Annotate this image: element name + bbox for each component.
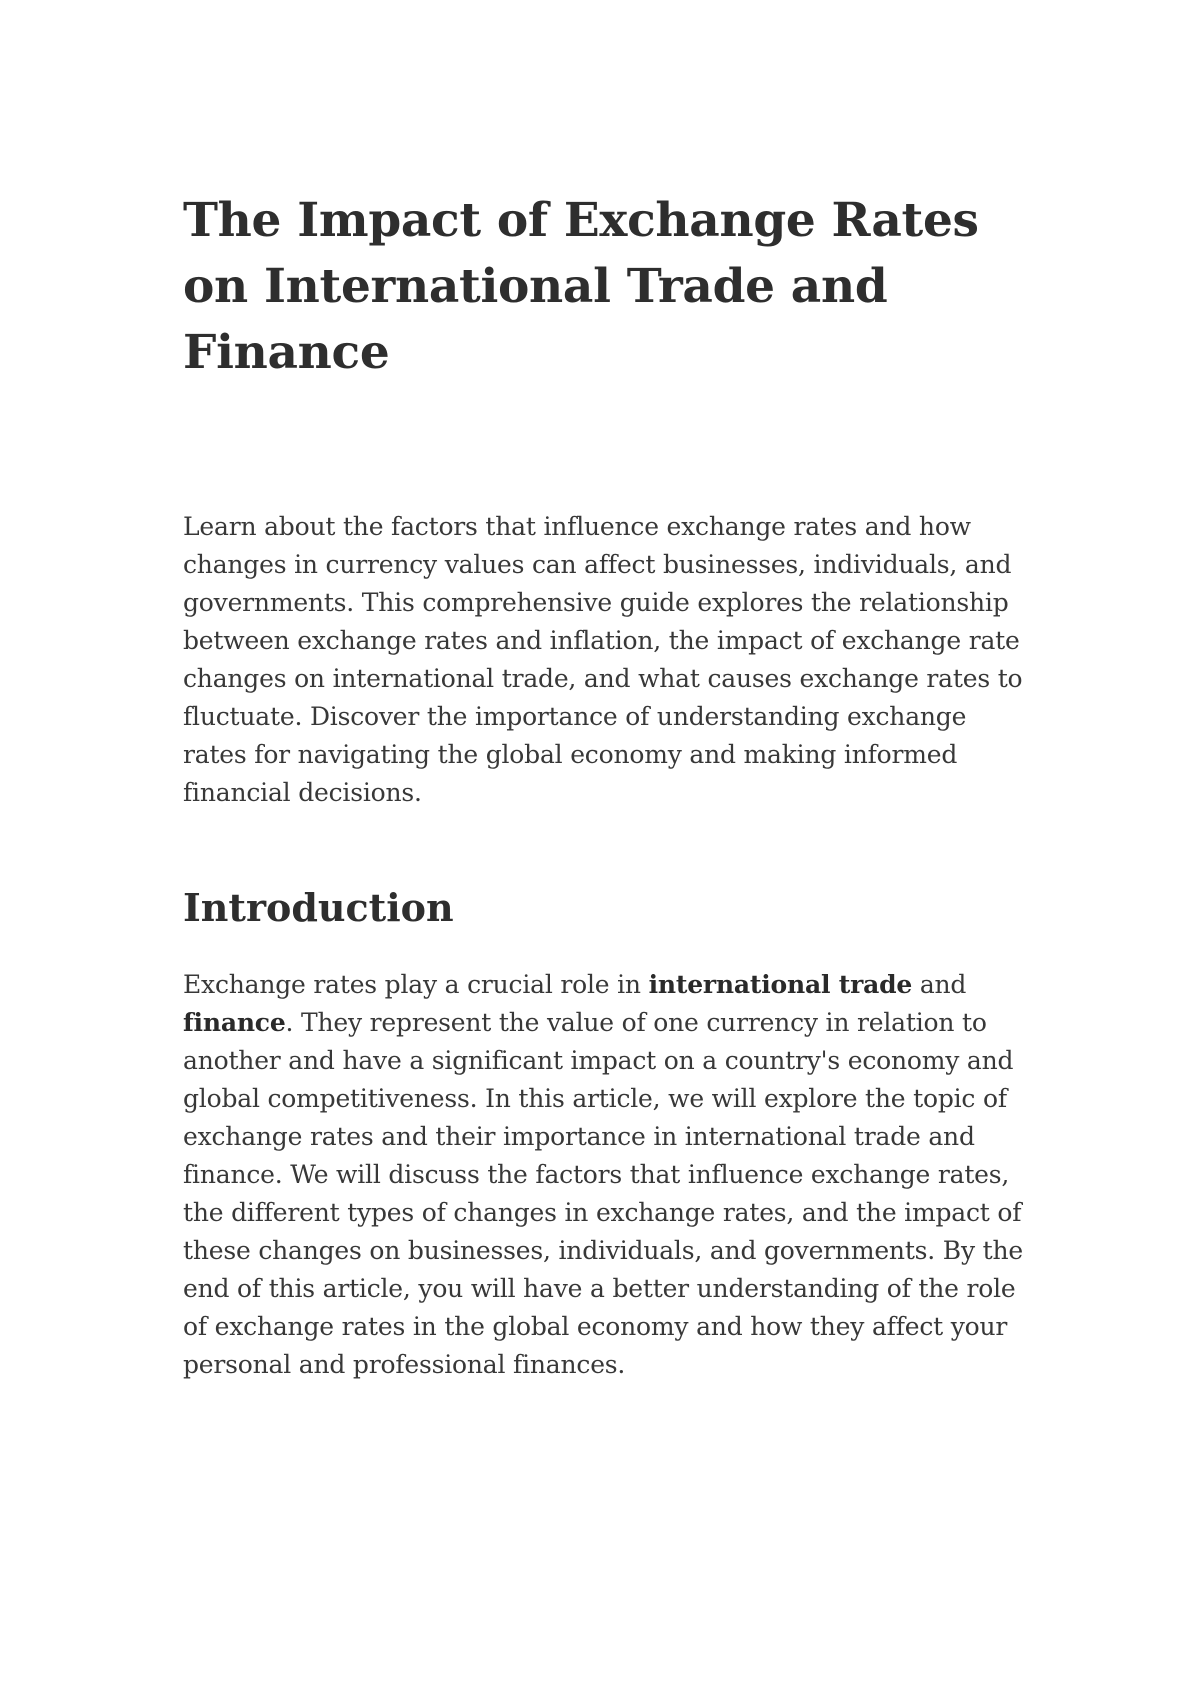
- introduction-paragraph: [183, 966, 1023, 1384]
- intro-text-part-1: Exchange rates play a crucial role in: [183, 970, 649, 999]
- summary-paragraph: Learn about the factors that influence exchange rates and how changes in currency values can affect businesses, individuals, and governments. This comprehensive guide explores the relationship between exchange rates and inflation, the impact of exchange rate changes on international trade, and what causes exchange rates to fluctuate. Discover the importance of understanding exchange rates for navigating the global economy and making informed financial decisions.: [183, 512, 1023, 807]
- intro-text-part-3: . They represent the value of one currency in relation to another and have a significant impact on a country's economy and global competitiveness. In this article, we will explore the topic of exchange rates and their importance in international trade and finance. We will discuss the factors that influence exchange rates, the different types of changes in exchange rates, and the impact of these changes on businesses, individuals, and governments. By the end of this article, you will have a better understanding of the role of exchange rates in the global economy and how they affect your personal and professional finances.: [183, 1008, 1023, 1379]
- document-title: The Impact of Exchange Rates on International Trade and Finance: [183, 193, 979, 380]
- document-content: [183, 188, 1023, 1384]
- section-heading-introduction: Introduction: [183, 885, 454, 930]
- intro-bold-international-trade: international trade: [648, 970, 913, 999]
- intro-bold-finance: finance: [183, 1008, 286, 1037]
- intro-text-part-2: and: [912, 970, 967, 999]
